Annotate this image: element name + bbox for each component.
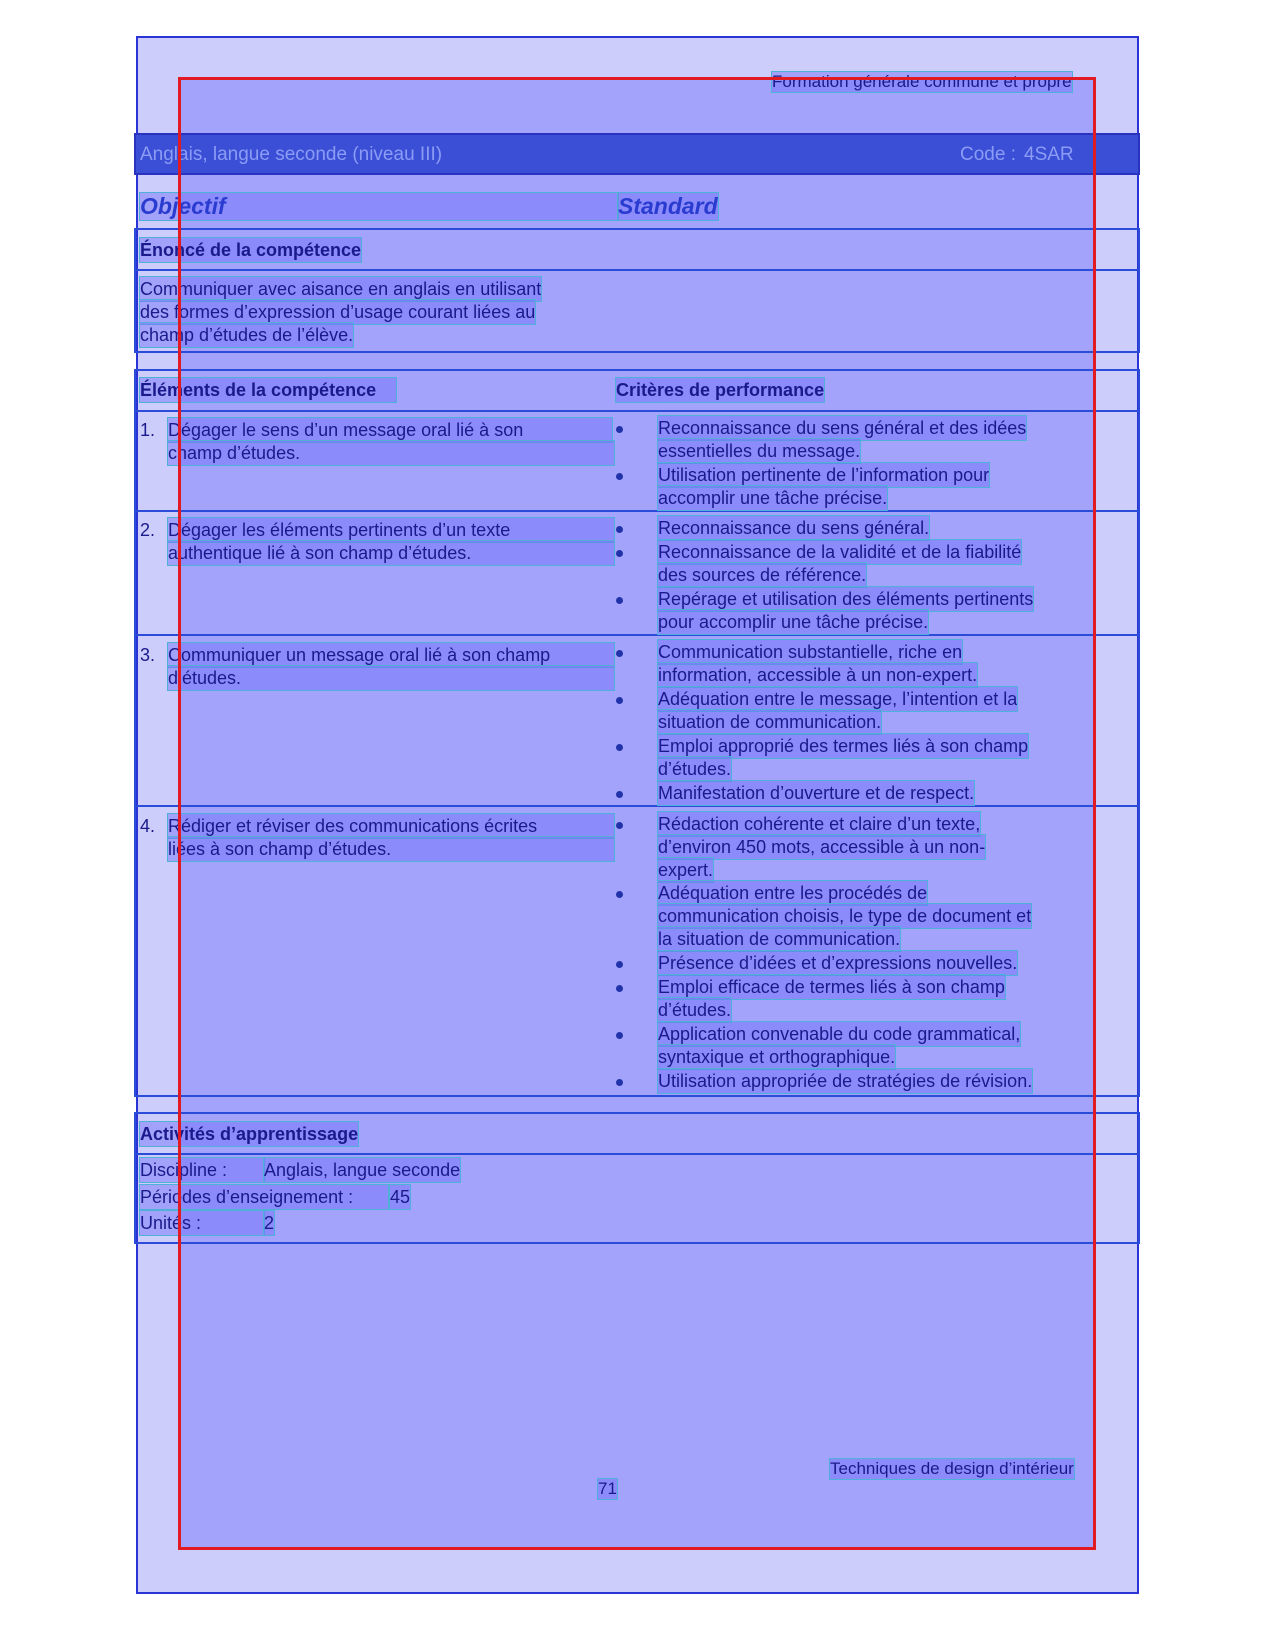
- criterion: d’études.: [658, 1000, 732, 1020]
- criterion: Utilisation pertinente de l’information pour: [658, 465, 990, 485]
- criterion: essentielles du message.: [658, 441, 861, 461]
- criterion: Adéquation entre le message, l’intention et la: [658, 689, 1018, 709]
- element-number: 1.: [140, 420, 156, 440]
- criterion: Application convenable du code grammatical,: [658, 1024, 1021, 1044]
- bullet: [616, 426, 623, 433]
- standard-label: Standard: [618, 193, 718, 219]
- criterion: d’environ 450 mots, accessible à un non-: [658, 837, 986, 857]
- bullet: [616, 791, 623, 798]
- program-tag: Formation générale commune et propre: [772, 72, 1072, 91]
- bullet: [616, 550, 623, 557]
- element-text: Communiquer un message oral lié à son champ: [168, 643, 614, 667]
- code-label: Code :: [960, 144, 1016, 165]
- element-text: liées à son champ d’études.: [168, 837, 614, 861]
- bullet: [616, 1079, 623, 1086]
- element-text: authentique lié à son champ d’études.: [168, 541, 614, 565]
- bullet: [616, 961, 623, 968]
- element-text: Rédiger et réviser des communications écrites: [168, 814, 614, 838]
- element-text: champ d’études.: [168, 441, 614, 465]
- criterion: Utilisation appropriée de stratégies de révision.: [658, 1071, 1033, 1091]
- enonce-line: des formes d’expression d’usage courant liées au: [140, 302, 536, 322]
- bullet: [616, 650, 623, 657]
- criterion: pour accomplir une tâche précise.: [658, 612, 929, 632]
- criterion: Emploi approprié des termes liés à son champ: [658, 736, 1029, 756]
- unites-value: 2: [264, 1213, 275, 1233]
- criterion: accomplir une tâche précise.: [658, 488, 888, 508]
- discipline-value: Anglais, langue seconde: [264, 1160, 461, 1180]
- element-text: Dégager les éléments pertinents d’un texte: [168, 518, 614, 542]
- periodes-value: 45: [390, 1187, 411, 1207]
- element-number: 4.: [140, 816, 156, 836]
- element-number: 3.: [140, 645, 156, 665]
- criterion: Communication substantielle, riche en: [658, 642, 963, 662]
- footer-program: Techniques de design d’intérieur: [830, 1459, 1074, 1478]
- criterion: Reconnaissance de la validité et de la fiabilité: [658, 542, 1022, 562]
- enonce-heading: Énoncé de la compétence: [140, 240, 362, 260]
- bullet: [616, 697, 623, 704]
- course-name: Anglais, langue seconde (niveau III): [140, 144, 443, 165]
- bullet: [616, 473, 623, 480]
- criterion: d’études.: [658, 759, 732, 779]
- activites-heading: Activités d’apprentissage: [140, 1124, 359, 1144]
- discipline-label: Discipline :: [140, 1158, 264, 1182]
- criterion: situation de communication.: [658, 712, 882, 732]
- criterion: Reconnaissance du sens général et des idées: [658, 418, 1027, 438]
- criterion: information, accessible à un non-expert.: [658, 665, 978, 685]
- bullet: [616, 891, 623, 898]
- criterion: Reconnaissance du sens général.: [658, 518, 930, 538]
- criterion: expert.: [658, 860, 714, 880]
- enonce-line: Communiquer avec aisance en anglais en utilisant: [140, 279, 542, 299]
- criteres-heading: Critères de performance: [616, 380, 825, 400]
- element-text: Dégager le sens d’un message oral lié à son: [168, 418, 612, 442]
- criterion: Adéquation entre les procédés de: [658, 883, 928, 903]
- objectif-label: Objectif: [140, 193, 618, 220]
- criterion: Emploi efficace de termes liés à son champ: [658, 977, 1005, 997]
- criterion: la situation de communication.: [658, 929, 901, 949]
- bullet: [616, 822, 623, 829]
- unites-label: Unités :: [140, 1211, 264, 1235]
- criterion: Présence d’idées et d’expressions nouvelles.: [658, 953, 1018, 973]
- periodes-label: Périodes d’enseignement :: [140, 1185, 388, 1209]
- element-text: d’études.: [168, 666, 614, 690]
- criterion: Repérage et utilisation des éléments pertinents: [658, 589, 1034, 609]
- code-value: 4SAR: [1024, 144, 1074, 165]
- criterion: syntaxique et orthographique.: [658, 1047, 896, 1067]
- bullet: [616, 985, 623, 992]
- bullet: [616, 744, 623, 751]
- bullet: [616, 1032, 623, 1039]
- criterion: des sources de référence.: [658, 565, 867, 585]
- bullet: [616, 526, 623, 533]
- elements-heading: Éléments de la compétence: [140, 378, 396, 402]
- criterion: Manifestation d’ouverture et de respect.: [658, 783, 975, 803]
- criterion: communication choisis, le type de document et: [658, 906, 1032, 926]
- enonce-line: champ d’études de l’élève.: [140, 325, 354, 345]
- page-number: 71: [598, 1479, 617, 1498]
- element-number: 2.: [140, 520, 156, 540]
- bullet: [616, 597, 623, 604]
- criterion: Rédaction cohérente et claire d’un texte,: [658, 814, 981, 834]
